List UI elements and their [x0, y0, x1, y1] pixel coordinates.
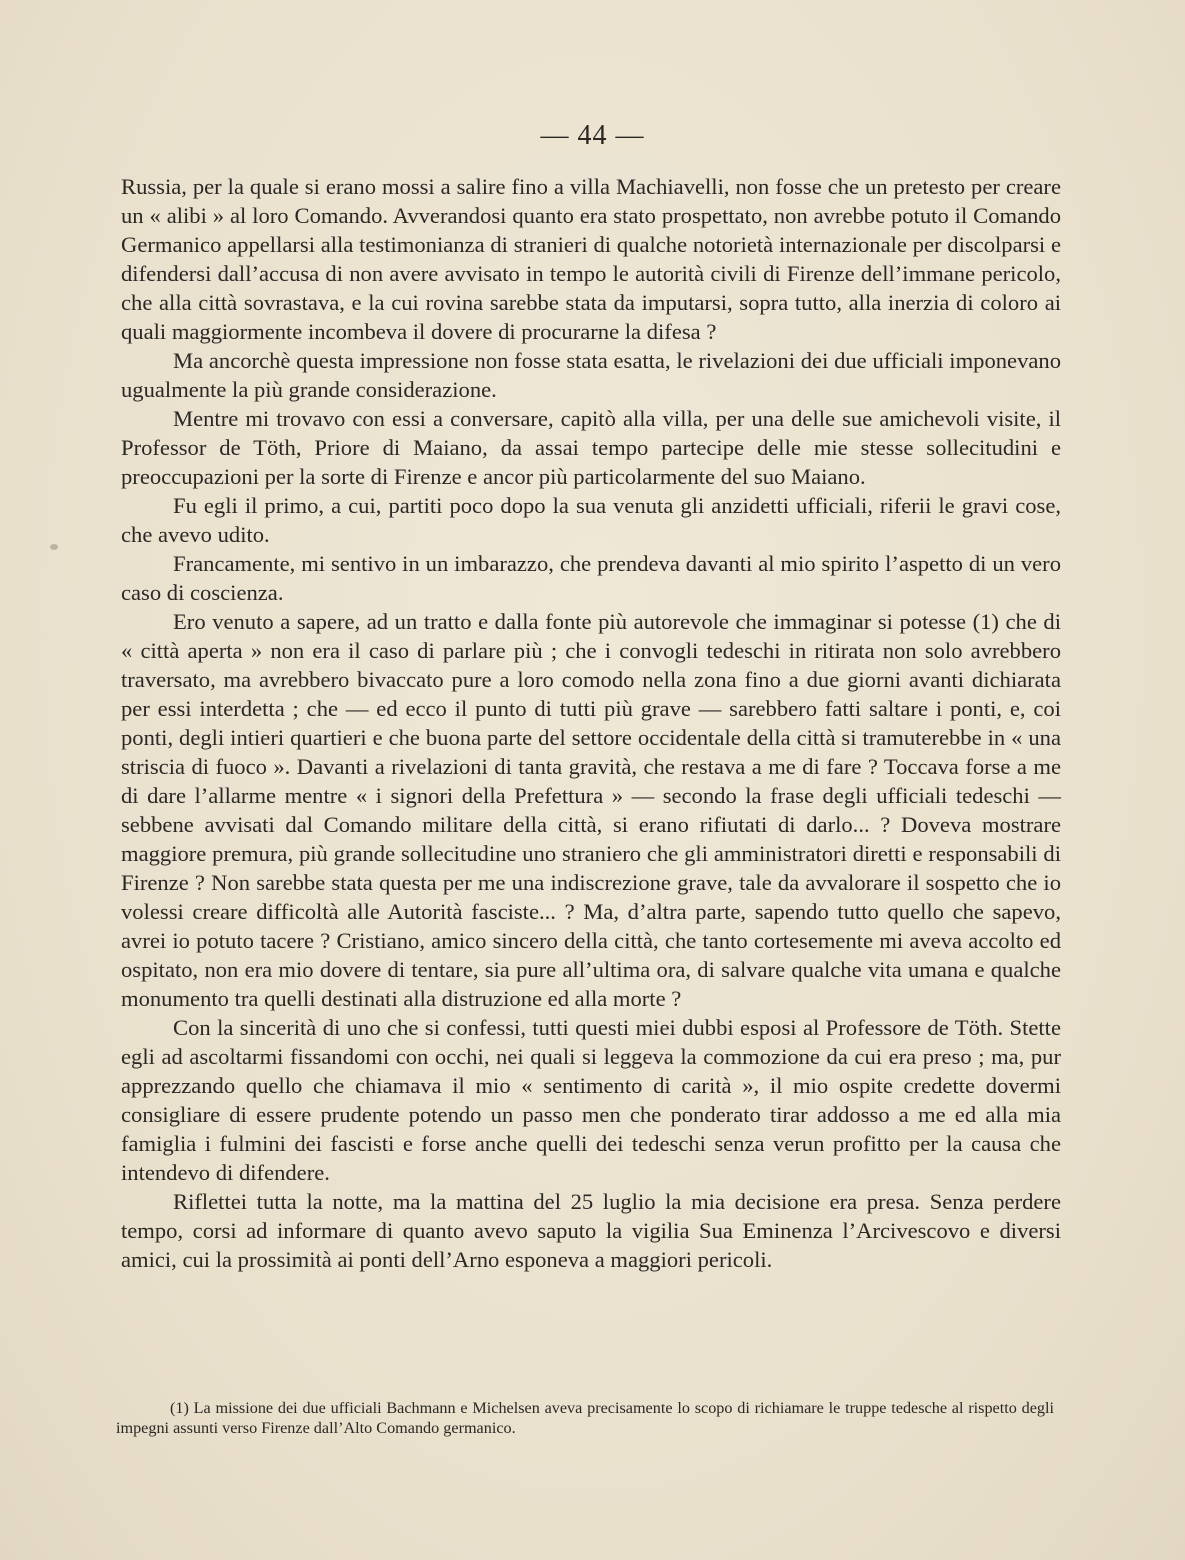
paragraph: Ma ancorchè questa impressione non fosse stata esatta, le rivelazioni dei due ufficiali imponevano ugualmente la più grande considerazione.: [121, 348, 1061, 402]
paragraph-continuation: Russia, per la quale si erano mossi a salire fino a villa Machiavelli, non fosse che un pretesto per creare un « alibi » al loro Comando. Avverandosi quanto era stato prospettato, non avrebbe potuto il Comando Germanico appellarsi alla testimonianza di stranieri di qualche notorietà internazionale per discolparsi e difendersi dall’accusa di non avere avvisato in tempo le autorità civili di Firenze dell’immane pericolo, che alla città sovrastava, e la cui rovina sarebbe stata da imputarsi, sopra tutto, alla inerzia di coloro ai quali maggiormente incombeva il dovere di procurarne la difesa ?: [121, 174, 1061, 344]
paper-speck-decoration: [50, 544, 58, 550]
paragraph: Ero venuto a sapere, ad un tratto e dalla fonte più autorevole che immaginar si potesse (1) che di « città aperta » non era il caso di parlare più ; che i convogli tedeschi in ritirata non solo avrebbero traversato, ma avrebbero bivaccato pure a loro comodo nella zona fino a due giorni avanti dichiarata per essi interdetta ; che — ed ecco il punto di tutti più grave — sarebbero fatti saltare i ponti, e, coi ponti, degli intieri quartieri e che buona parte del settore occidentale della città si tramuterebbe in « una striscia di fuoco ». Davanti a rivelazioni di tanta gravità, che restava a me di fare ? Toccava forse a me di dare l’allarme mentre « i signori della Prefettura » — secondo la frase degli ufficiali tedeschi — sebbene avvisati dal Comando militare della città, si erano rifiutati di darlo... ? Doveva mostrare maggiore premura, più grande sollecitudine uno straniero che gli amministratori diretti e responsabili di Firenze ? Non sarebbe stata questa per me una indiscrezione grave, tale da avvalorare il sospetto che io volessi creare difficoltà alle Autorità fasciste... ? Ma, d’altra parte, sapendo tutto quello che sapevo, avrei io potuto tacere ? Cristiano, amico sincero della città, che tanto cortesemente mi aveva accolto ed ospitato, non era mio dovere di tentare, sia pure all’ultima ora, di salvare qualche vita umana e qualche monumento tra quelli destinati alla distruzione ed alla morte ?: [121, 609, 1061, 1011]
paragraph: Fu egli il primo, a cui, partiti poco dopo la sua venuta gli anzidetti ufficiali, riferii le gravi cose, che avevo udito.: [121, 493, 1061, 547]
footnote: [116, 1398, 1054, 1438]
body-text: [121, 172, 1061, 1274]
footnote-text: (1) La missione dei due ufficiali Bachmann e Michelsen aveva precisamente lo scopo di richiamare le truppe tedesche al rispetto degli impegni assunti verso Firenze dall’Alto Comando germanico.: [116, 1399, 1054, 1437]
paragraph: Con la sincerità di uno che si confessi, tutti questi miei dubbi esposi al Professore de Töth. Stette egli ad ascoltarmi fissandomi con occhi, nei quali si leggeva la commozione da cui era preso ; ma, pur apprezzando quello che chiamava il mio « sentimento di carità », il mio ospite credette dovermi consigliare di essere prudente potendo un passo men che ponderato tirar addosso a me ed alla mia famiglia i fulmini dei fascisti e forse anche quelli dei tedeschi senza verun profitto per la causa che intendevo di difendere.: [121, 1015, 1061, 1185]
paragraph: Riflettei tutta la notte, ma la mattina del 25 luglio la mia decisione era presa. Senza perdere tempo, corsi ad informare di quanto avevo saputo la vigilia Sua Eminenza l’Arcivescovo e diversi amici, cui la prossimità ai ponti dell’Arno esponeva a maggiori pericoli.: [121, 1189, 1061, 1272]
paragraph: Mentre mi trovavo con essi a conversare, capitò alla villa, per una delle sue amichevoli visite, il Professor de Töth, Priore di Maiano, da assai tempo partecipe delle mie stesse sollecitudini e preoccupazioni per la sorte di Firenze e ancor più particolarmente del suo Maiano.: [121, 406, 1061, 489]
page-number: — 44 —: [540, 120, 645, 151]
paragraph: Francamente, mi sentivo in un imbarazzo, che prendeva davanti al mio spirito l’aspetto di un vero caso di coscienza.: [121, 551, 1061, 605]
